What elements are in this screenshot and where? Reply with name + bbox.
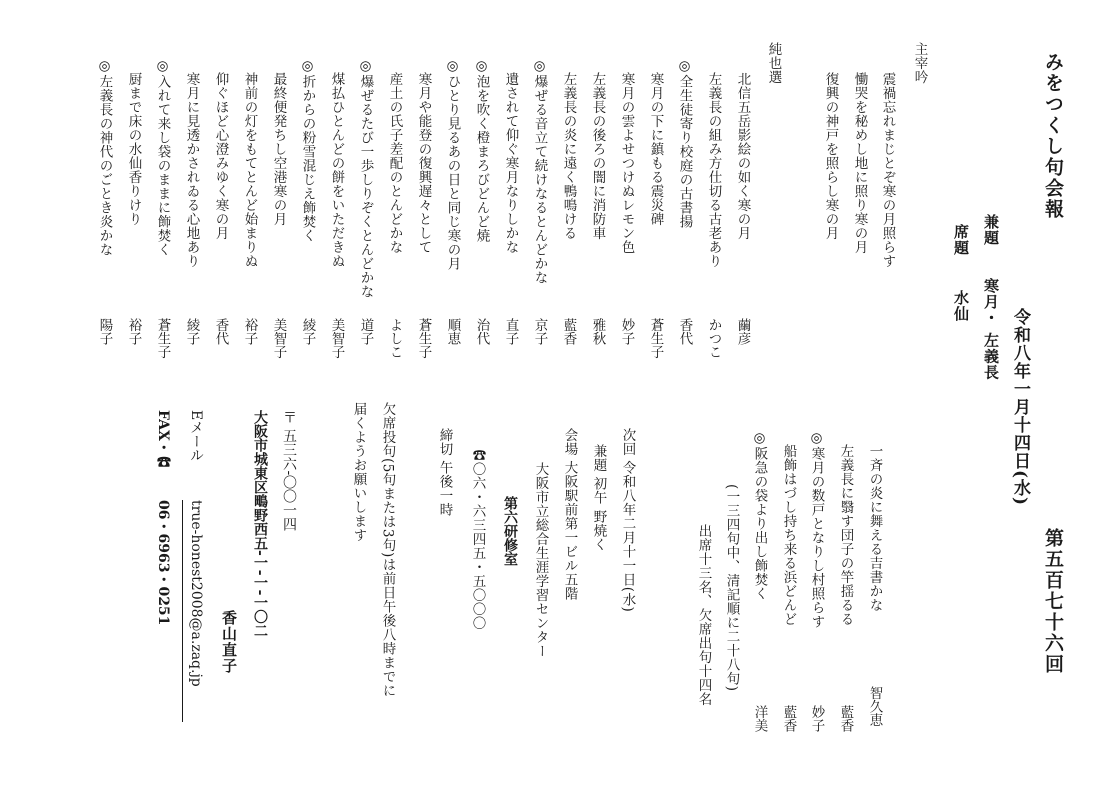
haiku-text: 厨まで床の水仙香りけり [125,72,142,226]
haiku-text: 寒月の雲よせつけぬレモン色 [618,72,635,254]
haiku-author: 妙子 [808,705,825,732]
haiku-author: 妙子 [618,318,635,345]
kendai-value: 寒月・ 左義長 [982,278,1000,381]
haiku-author: 智久恵 [866,686,883,727]
deadline: 締切 午後一時 [436,428,453,517]
haiku-text: ◎左義長の神代のごとき炎かな [96,58,113,257]
haiku-text: 寒月に見透かされゐる心地あり [183,72,200,268]
haiku-text: ◎入れて来し袋のままに飾焚く [154,58,171,257]
haiku-text: 煤払ひとんどの餅をいただきぬ [328,72,345,268]
haiku-author: 綾子 [183,318,200,345]
postal-code: 〒 五三六-〇〇一四 [281,410,297,532]
next-meeting-date: 次回 令和八年二月十一日(水) [619,428,636,613]
haiku-text: 左義長の組み方仕切る古老あり [705,72,722,268]
haiku-author: よしこ [386,318,403,359]
haiku-text: 左義長の後ろの闇に消防車 [589,72,606,240]
kendai-label: 兼題 [982,214,1000,246]
haiku-author: 美智子 [270,318,287,359]
sekidai-value: 水仙 [952,290,970,322]
haiku-author: 美智子 [328,318,345,359]
newsletter-title: みをつくし句会報 [1042,52,1064,220]
haiku-text: 一斉の炎に舞える吉書かな [866,444,883,612]
haiku-text: 寒月や能登の復興遅々として [415,72,432,254]
underline-rule [182,500,183,722]
haiku-text: 寒月の下に鎮もる震災碑 [647,72,664,226]
haiku-author: 京子 [531,318,548,345]
haiku-author: 陽子 [96,318,113,345]
haiku-text: 神前の灯をもてとんど始まりぬ [241,72,258,268]
shusai-haiku: 復興の神戸を照らし寒の月 [822,72,839,240]
junya-label: 純也選 [765,42,782,84]
absentee-note: 欠席投句(5句または3句)は前日午後八時までに [379,402,396,698]
email-label: Eメール [188,410,204,463]
shusai-haiku: 震禍忘れまじとぞ寒の月照らす [879,72,896,268]
haiku-author: 順恵 [444,318,461,345]
haiku-author: 道子 [357,318,374,345]
haiku-text: ◎爆ぜるたび一歩しりぞくとんどかな [357,58,374,299]
haiku-text: 仰ぐほど心澄みゆく寒の月 [212,72,229,240]
fax-label: FAX・☎ [155,410,171,469]
haiku-text: ◎ひとり見るあの日と同じ寒の月 [444,58,461,271]
venue-phone: ☎〇六・六三四五・五〇〇〇 [469,448,486,630]
haiku-author: 雅秋 [589,318,606,345]
haiku-author: かつこ [705,318,722,359]
contact-email[interactable]: true-honest2008@a.zaq.jp [188,500,204,687]
haiku-count: (一三四句中、清記順に二十八句) [723,484,740,692]
haiku-text: 左義長に翳す団子の竿揺るる [837,444,854,626]
haiku-author: 藍香 [780,705,797,732]
haiku-author: 蒼生子 [415,318,432,359]
haiku-text: 最終便発ちし空港寒の月 [270,72,287,226]
absentee-note: 届くようお願いします [350,402,367,542]
haiku-author: 藍香 [560,318,577,345]
venue-name: 大阪市立総合生涯学習センター [532,462,549,658]
haiku-author: 裕子 [125,318,142,345]
haiku-text: ◎阪急の袋より出し飾焚く [751,430,768,601]
haiku-text: 遺されて仰ぐ寒月なりしかな [502,72,519,254]
venue: 会場 大阪駅前第一ビル五階 [561,428,578,601]
haiku-author: 蒼生子 [154,318,171,359]
room-name: 第六研修室 [502,496,518,566]
haiku-text: 産土の氏子差配のとんどかな [386,72,403,254]
haiku-text: 船飾はづし持ち来る浜どんど [780,444,797,626]
haiku-text: 左義長の炎に遠く鴨鳴ける [560,72,577,240]
haiku-text: 北信五岳影絵の如く寒の月 [734,72,751,240]
haiku-text: ◎泡を吹く橙まろびどんど焼 [473,58,490,243]
next-kendai: 兼題 初午 野焼く [590,444,607,552]
shusai-label: 主宰吟 [911,42,928,84]
haiku-text: ◎全生徒寄り校庭の古書揚 [676,58,693,229]
haiku-text: ◎折からの粉雪混じえ飾焚く [299,58,316,243]
haiku-text: ◎爆ぜる音立て続けなるとんどかな [531,58,548,285]
fax-number: 06・6963・0251 [155,500,171,626]
attendance: 出席十三名、欠席出句十四名 [695,524,712,706]
haiku-author: 直子 [502,318,519,345]
haiku-author: 繭彦 [734,318,751,345]
sekidai-label: 席題 [952,224,970,256]
haiku-text: ◎寒月の数戸となりし村照らす [808,430,825,629]
contact-name: 香山直子 [220,610,238,674]
issue-number: 第五百七十六回 [1042,528,1064,675]
contact-address: 大阪市城東区鴫野西五-一-一-一〇二 [252,410,268,638]
haiku-author: 裕子 [241,318,258,345]
haiku-author: 香代 [676,318,693,345]
haiku-author: 治代 [473,318,490,345]
meeting-date: 令和八年一月十四日(水) [1010,308,1030,507]
haiku-author: 綾子 [299,318,316,345]
haiku-author: 藍香 [837,705,854,732]
haiku-author: 洋美 [751,705,768,732]
haiku-author: 香代 [212,318,229,345]
haiku-author: 蒼生子 [647,318,664,359]
shusai-haiku: 慟哭を秘めし地に照り寒の月 [851,72,868,254]
